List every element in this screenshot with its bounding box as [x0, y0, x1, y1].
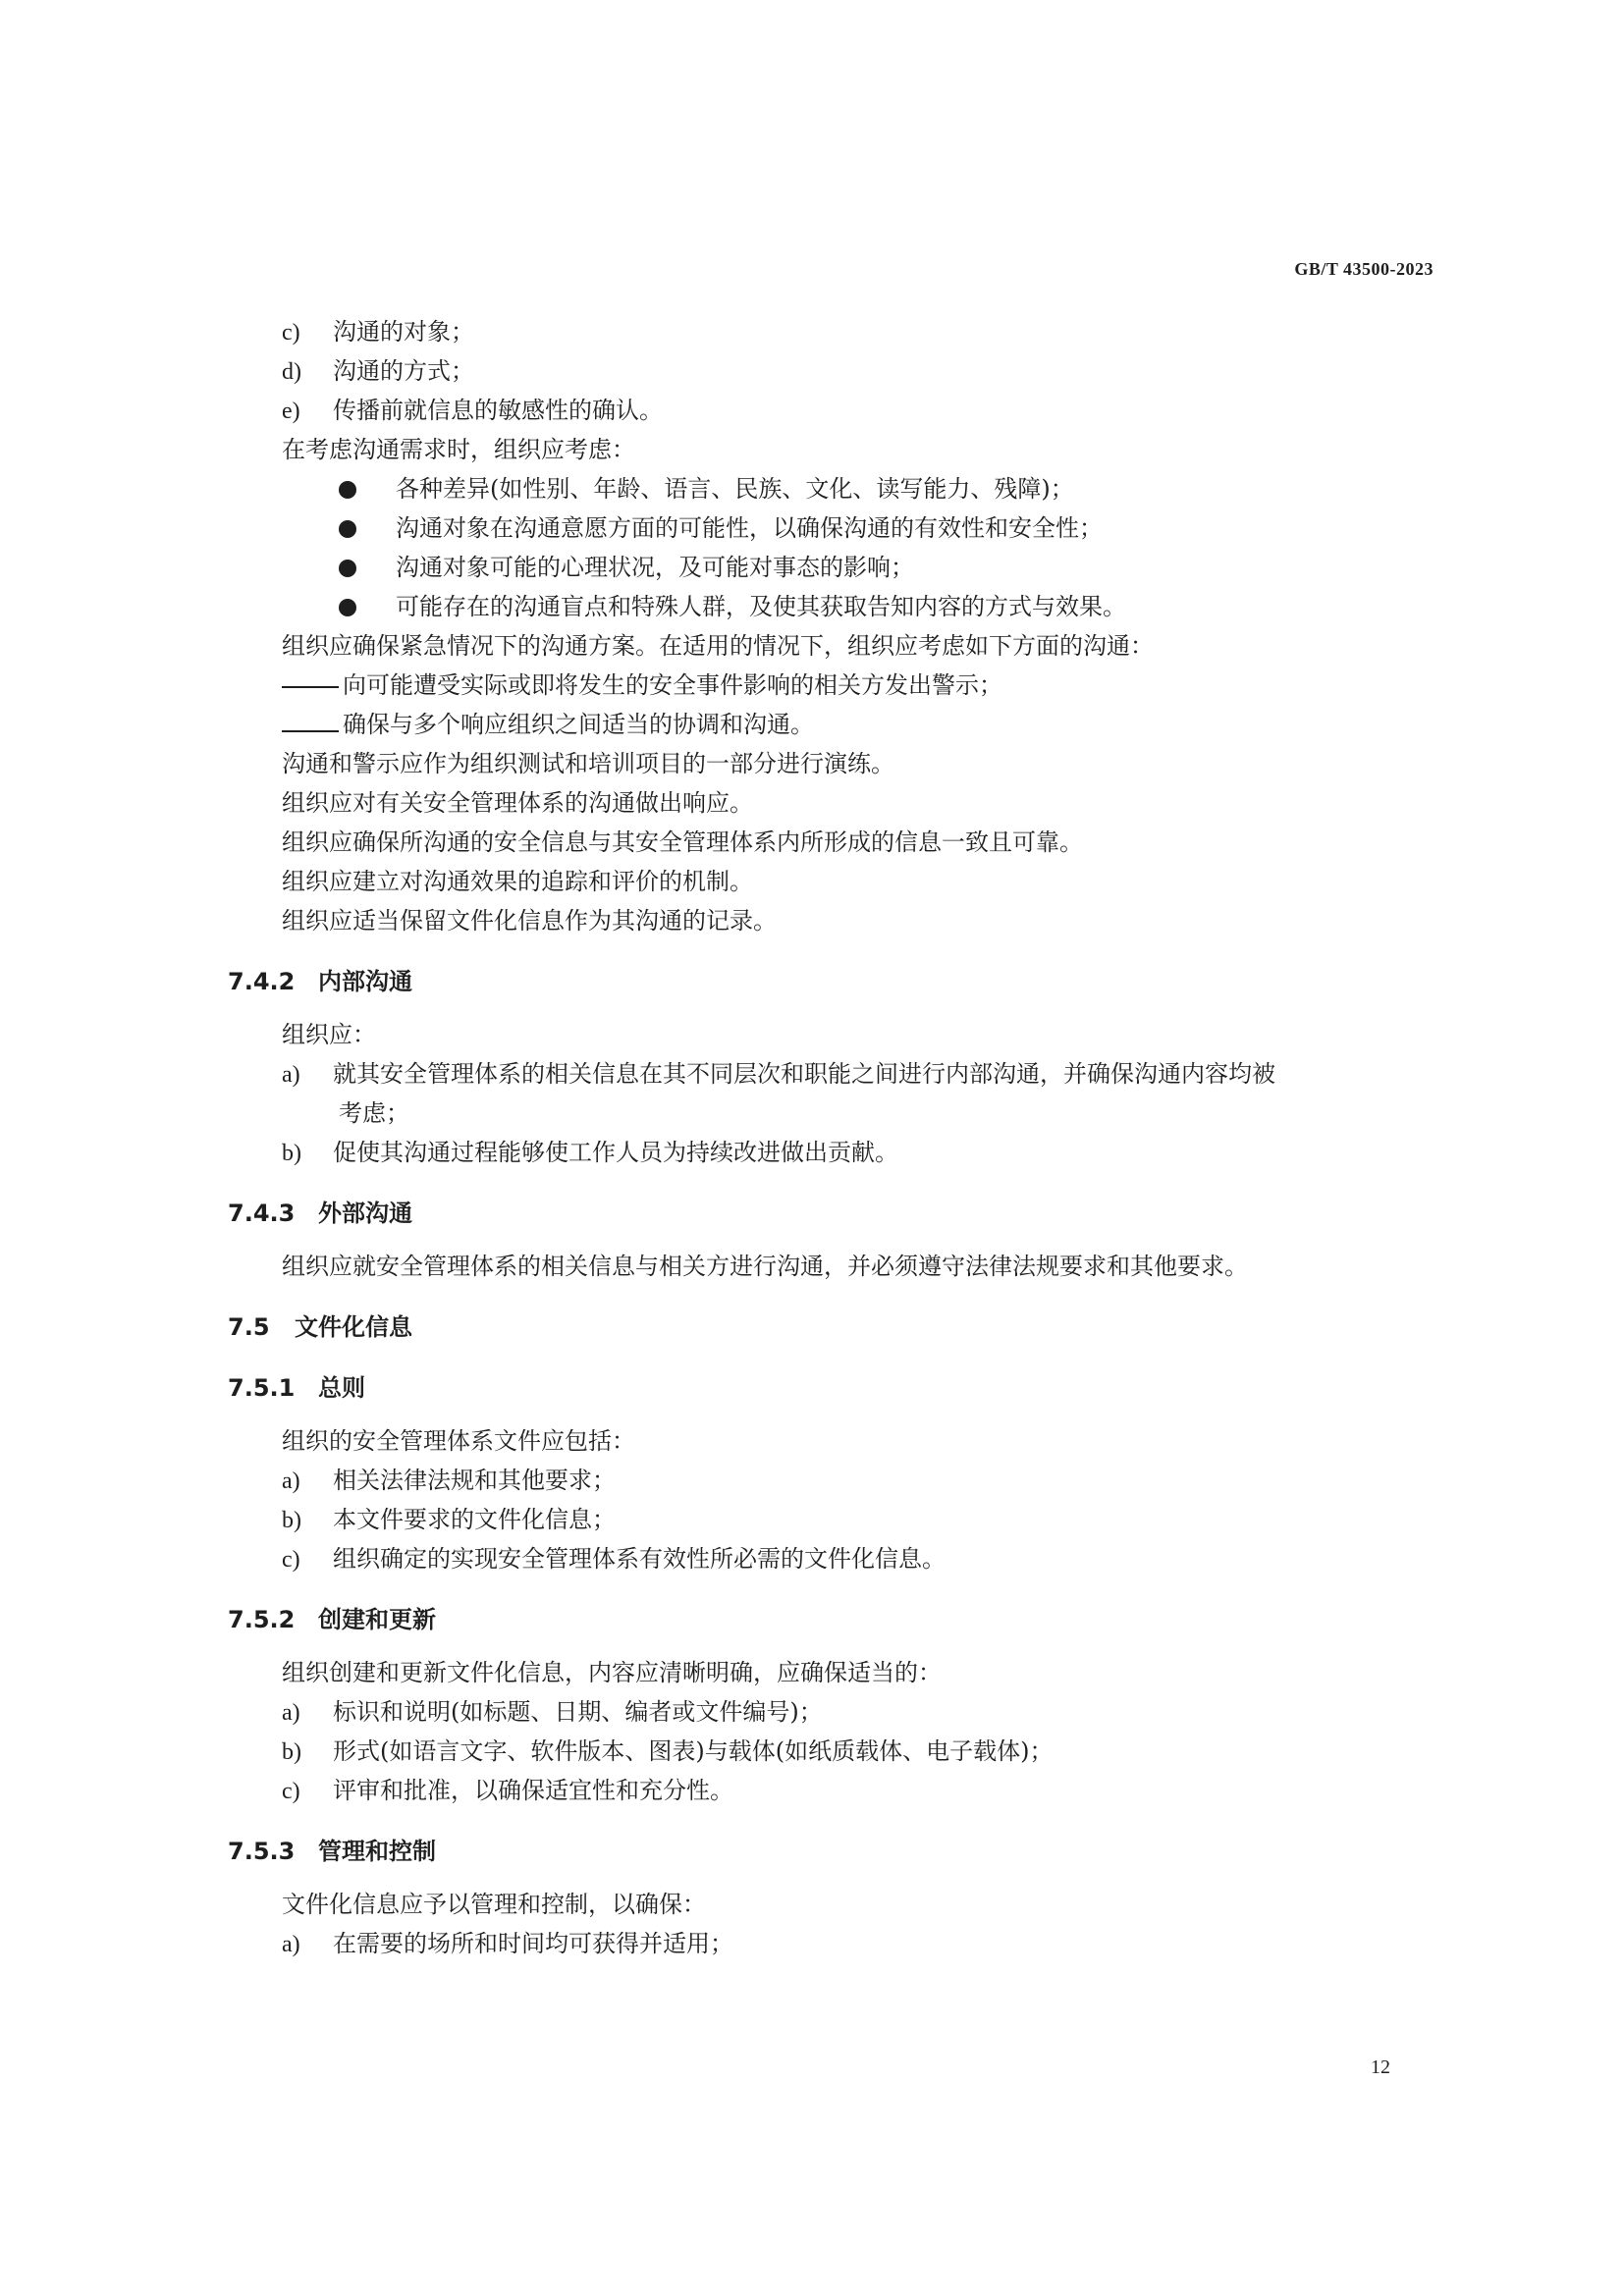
bullet-text: 沟通对象在沟通意愿方面的可能性，以确保沟通的有效性和安全性； [396, 514, 1103, 542]
bullet-item [0, 469, 1623, 508]
underline-icon [282, 707, 339, 732]
list-label: a) [282, 1468, 300, 1494]
list-label: a) [282, 1932, 300, 1957]
list-label: c) [282, 1779, 300, 1804]
section-number: 7.4.3 [228, 1200, 296, 1227]
list-text: 就其安全管理体系的相关信息在其不同层次和职能之间进行内部沟通，并确保沟通内容均被 [333, 1060, 1275, 1088]
paragraph: 组织应建立对沟通效果的追踪和评价的机制。 [282, 868, 753, 895]
dash-text: 确保与多个响应组织之间适当的协调和沟通。 [343, 711, 814, 738]
list-label: a) [282, 1062, 300, 1088]
section-heading-7-5-2 [0, 1600, 1623, 1639]
document-code: GB/T 43500-2023 [1294, 259, 1434, 279]
section-heading-7-5-3 [0, 1832, 1623, 1871]
paragraph: 组织应适当保留文件化信息作为其沟通的记录。 [282, 907, 777, 934]
list-item [0, 312, 1623, 351]
bullet-text: 沟通对象可能的心理状况，及可能对事态的影响； [396, 554, 914, 581]
section-title: 外部沟通 [318, 1200, 412, 1227]
list-text: 沟通的方式； [333, 357, 474, 385]
section-title: 总则 [318, 1374, 365, 1402]
section-number: 7.5.3 [228, 1838, 296, 1865]
page-number: 12 [1371, 2056, 1390, 2078]
list-label: e) [282, 399, 300, 424]
list-text: 本文件要求的文件化信息； [333, 1506, 616, 1533]
section-number: 7.4.2 [228, 968, 296, 995]
list-label: c) [282, 320, 300, 346]
paragraph: 在考虑沟通需求时，组织应考虑： [282, 436, 635, 463]
list-item [0, 351, 1623, 391]
paragraph: 组织应对有关安全管理体系的沟通做出响应。 [282, 789, 753, 817]
list-text: 评审和批准，以确保适宜性和充分性。 [333, 1777, 733, 1804]
section-title: 文件化信息 [295, 1313, 412, 1341]
list-text: 标识和说明(如标题、日期、编者或文件编号)； [333, 1698, 823, 1726]
list-item [0, 1133, 1623, 1172]
bullet-text: 各种差异(如性别、年龄、语言、民族、文化、读写能力、残障)； [396, 475, 1074, 503]
list-text: 组织确定的实现安全管理体系有效性所必需的文件化信息。 [333, 1545, 946, 1573]
paragraph: 组织应： [282, 1021, 376, 1048]
bullet-dot-icon [339, 599, 356, 616]
page-body [0, 312, 1623, 1963]
paragraph: 文件化信息应予以管理和控制，以确保： [282, 1891, 706, 1918]
dash-item [0, 666, 1623, 705]
dash-text: 向可能遭受实际或即将发生的安全事件影响的相关方发出警示； [343, 671, 1002, 699]
list-text: 传播前就信息的敏感性的确认。 [333, 397, 663, 424]
list-item [0, 1054, 1623, 1094]
list-item [0, 1692, 1623, 1732]
list-text: 促使其沟通过程能够使工作人员为持续改进做出贡献。 [333, 1139, 898, 1166]
section-title: 管理和控制 [318, 1838, 436, 1865]
dash-item [0, 705, 1623, 744]
section-number: 7.5.1 [228, 1374, 296, 1402]
list-label: b) [282, 1508, 301, 1533]
list-label: b) [282, 1739, 301, 1765]
paragraph: 组织应确保紧急情况下的沟通方案。在适用的情况下，组织应考虑如下方面的沟通： [282, 632, 1154, 660]
list-label: c) [282, 1547, 300, 1573]
list-text: 沟通的对象； [333, 318, 474, 346]
section-number: 7.5 [228, 1313, 270, 1341]
bullet-text: 可能存在的沟通盲点和特殊人群，及使其获取告知内容的方式与效果。 [396, 593, 1126, 620]
section-heading-7-4-3 [0, 1194, 1623, 1233]
section-heading-7-5-1 [0, 1368, 1623, 1408]
bullet-dot-icon [339, 520, 356, 538]
list-item [0, 1732, 1623, 1771]
section-title: 内部沟通 [318, 968, 412, 995]
section-number: 7.5.2 [228, 1606, 296, 1633]
section-heading-7-4-2 [0, 962, 1623, 1001]
section-title: 创建和更新 [318, 1606, 436, 1633]
bullet-item [0, 508, 1623, 548]
list-text-continuation: 考虑； [339, 1099, 409, 1127]
list-item [0, 1924, 1623, 1963]
bullet-dot-icon [339, 560, 356, 577]
list-item [0, 1771, 1623, 1810]
list-text: 在需要的场所和时间均可获得并适用； [333, 1930, 733, 1957]
list-text: 形式(如语言文字、软件版本、图表)与载体(如纸质载体、电子载体)； [333, 1737, 1054, 1765]
list-label: d) [282, 359, 301, 385]
list-item [0, 1500, 1623, 1539]
list-item [0, 1461, 1623, 1500]
list-label: b) [282, 1141, 301, 1166]
bullet-item [0, 548, 1623, 587]
section-heading-7-5 [0, 1308, 1623, 1347]
paragraph: 沟通和警示应作为组织测试和培训项目的一部分进行演练。 [282, 750, 894, 777]
paragraph: 组织创建和更新文件化信息，内容应清晰明确，应确保适当的： [282, 1659, 942, 1686]
paragraph: 组织的安全管理体系文件应包括： [282, 1427, 635, 1455]
list-label: a) [282, 1700, 300, 1726]
paragraph: 组织应就安全管理体系的相关信息与相关方进行沟通，并必须遵守法律法规要求和其他要求。 [282, 1253, 1248, 1280]
list-item [0, 1539, 1623, 1578]
list-item [0, 391, 1623, 430]
bullet-dot-icon [339, 481, 356, 499]
dash-icon [282, 686, 339, 688]
bullet-item [0, 587, 1623, 626]
paragraph: 组织应确保所沟通的安全信息与其安全管理体系内所形成的信息一致且可靠。 [282, 828, 1083, 856]
list-text: 相关法律法规和其他要求； [333, 1467, 616, 1494]
